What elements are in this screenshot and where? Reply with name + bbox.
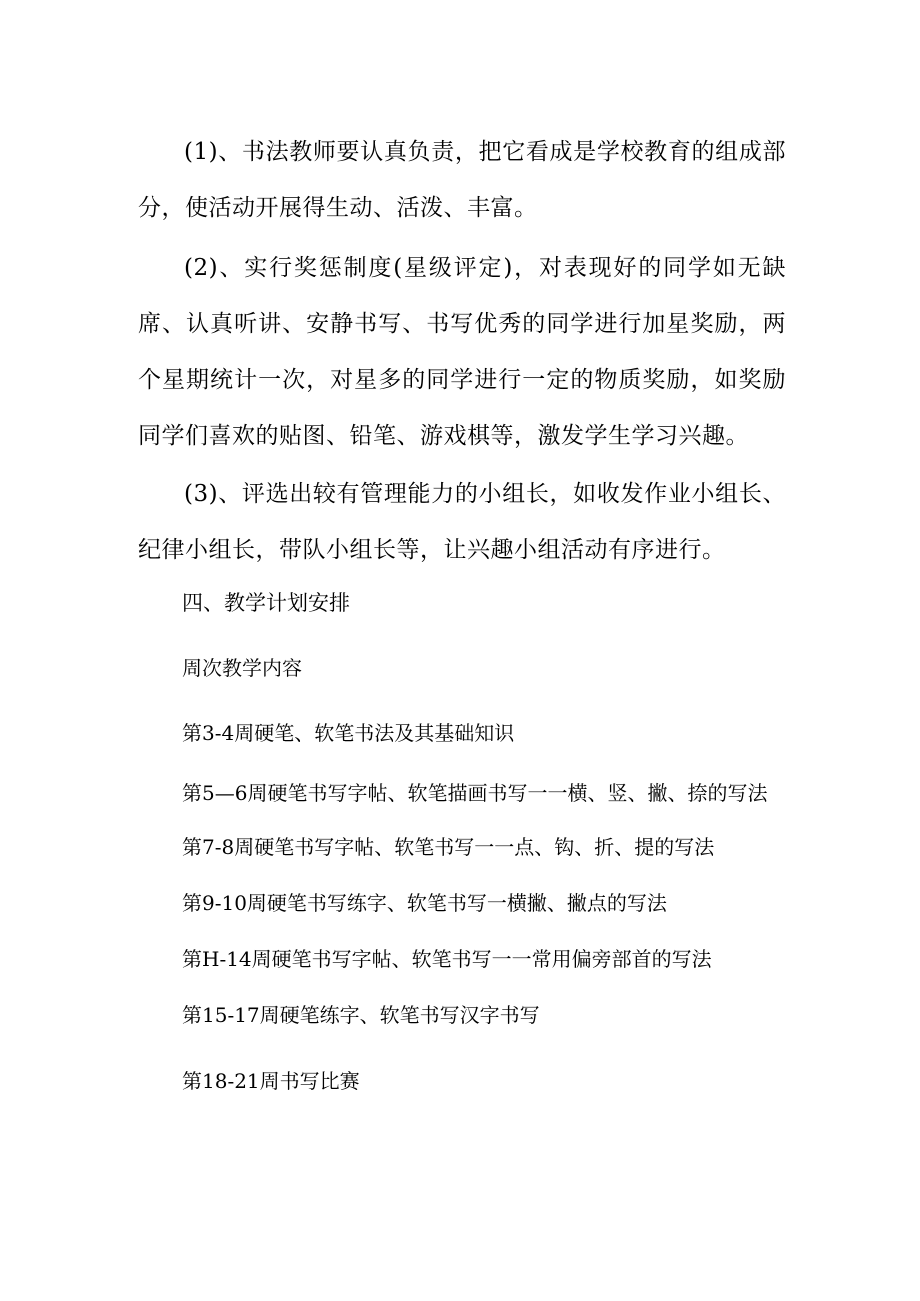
paragraph-1: (1)、书法教师要认真负责，把它看成是学校教育的组成部分，使活动开展得生动、活泼、丰富。	[138, 139, 786, 221]
schedule-item: 第7-8周硬笔书写字帖、软笔书写一一点、钩、折、提的写法	[182, 835, 715, 859]
schedule-item: 第H-14周硬笔书写字帖、软笔书写一一常用偏旁部首的写法	[182, 947, 712, 971]
section-heading: 四、教学计划安排	[182, 591, 350, 615]
schedule-item: 第5—6周硬笔书写字帖、软笔描画书写一一横、竖、撇、捺的写法	[182, 781, 768, 805]
schedule-header: 周次教学内容	[182, 656, 302, 680]
schedule-item: 第3-4周硬笔、软笔书法及其基础知识	[182, 721, 515, 745]
paragraph-3: (3)、评选出较有管理能力的小组长，如收发作业小组长、纪律小组长，带队小组长等，让兴趣小组活动有序进行。	[138, 481, 786, 563]
paragraph-2: (2)、实行奖惩制度(星级评定)，对表现好的同学如无缺席、认真听讲、安静书写、书写优秀的同学进行加星奖励，两个星期统计一次，对星多的同学进行一定的物质奖励，如奖励同学们喜欢的贴图、铅笔、游戏棋等，激发学生学习兴趣。	[138, 255, 786, 449]
schedule-item: 第15-17周硬笔练字、软笔书写汉字书写	[182, 1003, 540, 1027]
schedule-item: 第18-21周书写比赛	[182, 1069, 360, 1093]
schedule-item: 第9-10周硬笔书写练字、软笔书写一横撇、撇点的写法	[182, 891, 667, 915]
